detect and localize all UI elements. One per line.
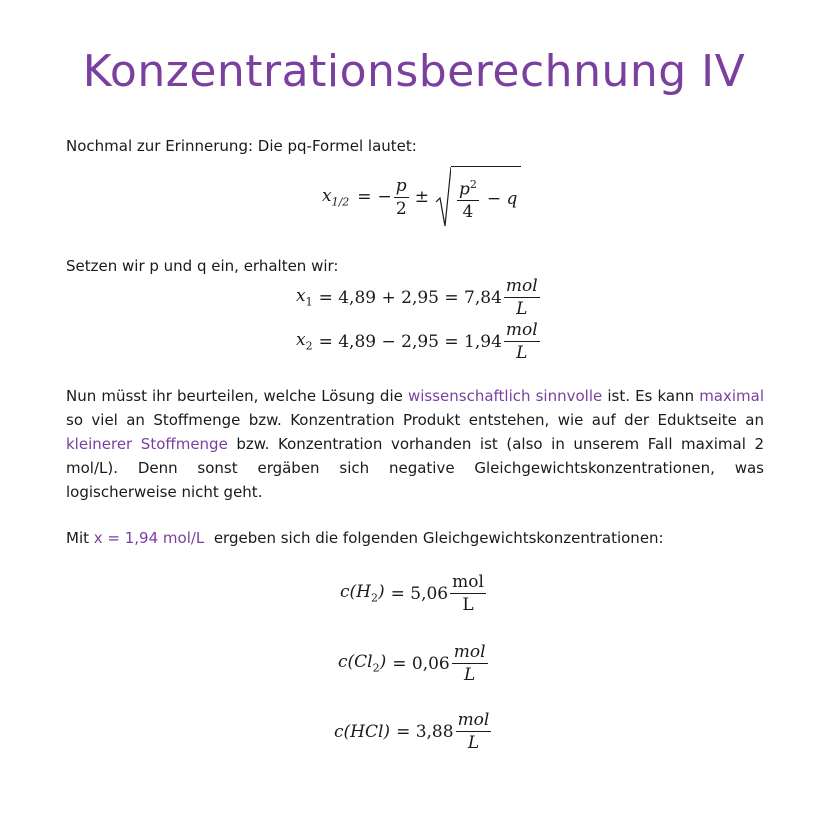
mit-text: Mit x = 1,94 mol/L ergeben sich die folgenden Gleichgewichtskonzentrationen: (66, 529, 664, 547)
fraction-p-over-2: $\frac{p}{2}$ (395, 175, 407, 219)
formula-lhs: $x_{1/2}$ (322, 185, 350, 209)
unit-fraction: $\frac{\text{mol}}{L}$ (453, 642, 486, 685)
highlight-kleinerer-stoffmenge: kleinerer Stoffmenge (66, 435, 228, 453)
solution-x2: $x_2$ = 4,89 − 2,95 = 1,94 $\frac{\text{mol}}{L}$ (296, 320, 538, 363)
unit-fraction: $\frac{\text{mol}}{L}$ (452, 572, 484, 615)
setzen-text: Setzen wir p und q ein, erhalten wir: (66, 257, 339, 275)
concentration-hcl: c(HCl) = 3,88 $\frac{\text{mol}}{L}$ (334, 710, 490, 753)
fraction-p2-over-4: $\frac{p^2}{4}$ (457, 175, 479, 223)
radical-sign-icon (435, 166, 451, 228)
highlight-x-value: x = 1,94 mol/L (93, 529, 205, 547)
square-root: $\frac{p^2}{4}$ − q (435, 166, 521, 228)
intro-text: Nochmal zur Erinnerung: Die pq-Formel lautet: (66, 137, 417, 155)
formula-eq: = (357, 187, 372, 207)
unit-fraction: $\frac{\text{mol}}{L}$ (505, 276, 538, 319)
concentration-h2: $c(H_2)$ = 5,06 $\frac{\text{mol}}{L}$ (340, 572, 484, 615)
highlight-sinnvolle: wissenschaftlich sinnvolle (407, 387, 603, 405)
unit-fraction: $\frac{\text{mol}}{L}$ (505, 320, 538, 363)
pq-formula (322, 166, 521, 228)
solution-x1: $x_1$ = 4,89 + 2,95 = 7,84 $\frac{\text{mol}}{L}$ (296, 276, 538, 319)
body-paragraph: Nun müsst ihr beurteilen, welche Lösung die wissenschaftlich sinnvolle ist. Es kann maximal so viel an Stoffmenge bzw. Konzentration Produkt entstehen, wie auf der Eduktseite an kleinerer Stoffmenge bzw. Konzentration vorhanden ist (also in unserem Fall maximal 2 mol/L). Denn sonst ergäben sich negative Gleichgewichtskonzentrationen, was logischerweise nicht geht. (66, 387, 765, 501)
highlight-maximal: maximal (699, 387, 765, 405)
formula-plus-minus: ± (414, 187, 429, 207)
concentration-cl2: $c(Cl_2)$ = 0,06 $\frac{\text{mol}}{L}$ (338, 642, 486, 685)
page-title: Konzentrationsberechnung IV (82, 46, 746, 97)
formula-minus: − (377, 187, 392, 207)
unit-fraction: $\frac{\text{mol}}{L}$ (457, 710, 490, 753)
